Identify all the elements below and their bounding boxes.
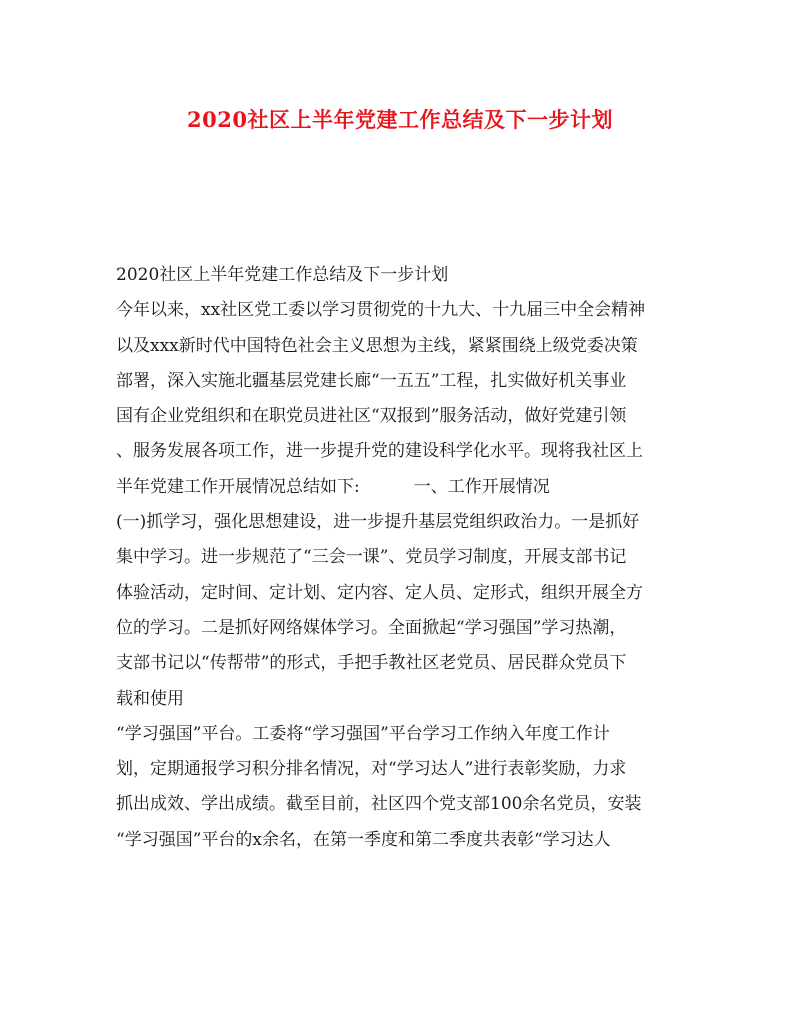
body-line: 2020社区上半年党建工作总结及下一步计划 [116, 265, 449, 285]
body-line: (一)抓学习，强化思想建设，进一步提升基层党组织政治力。一是抓好 [116, 512, 640, 533]
body-line: 国有企业党组织和在职党员进社区“双报到”服务活动，做好党建引领 [116, 406, 627, 427]
document-body [116, 258, 696, 858]
body-line: 、服务发展各项工作，进一步提升党的建设科学化水平。现将我社区上 [116, 441, 643, 462]
body-line: 载和使用 [116, 688, 184, 709]
body-line: 半年党建工作开展情况总结如下: 一、工作开展情况 [116, 476, 550, 497]
body-line: 今年以来，xx社区党工委以学习贯彻党的十九大、十九届三中全会精神 [116, 300, 646, 321]
body-line: “学习强国”平台的x余名，在第一季度和第二季度共表彰“学习达人 [116, 829, 611, 850]
body-line: 支部书记以“传帮带”的形式，手把手教社区老党员、居民群众党员下 [116, 653, 627, 674]
body-line: 位的学习。二是抓好网络媒体学习。全面掀起“学习强国”学习热潮， [116, 617, 627, 638]
body-line: 划，定期通报学习积分排名情况，对“学习达人”进行表彰奖励，力求 [116, 759, 627, 780]
body-line: 以及xxx新时代中国特色社会主义思想为主线，紧紧围绕上级党委决策 [116, 335, 638, 356]
document-title: 2020社区上半年党建工作总结及下一步计划 [187, 107, 613, 132]
body-line: 体验活动，定时间、定计划、定内容、定人员、定形式，组织开展全方 [116, 582, 643, 603]
body-line: 抓出成效、学出成绩。截至目前，社区四个党支部100余名党员，安装 [116, 794, 642, 815]
body-line: 部署，深入实施北疆基层党建长廊“一五五”工程，扎实做好机关事业 [116, 370, 627, 391]
body-line: 集中学习。进一步规范了“三会一课”、党员学习制度，开展支部书记 [116, 547, 627, 568]
body-line: “学习强国”平台。工委将“学习强国”平台学习工作纳入年度工作计 [116, 723, 610, 744]
